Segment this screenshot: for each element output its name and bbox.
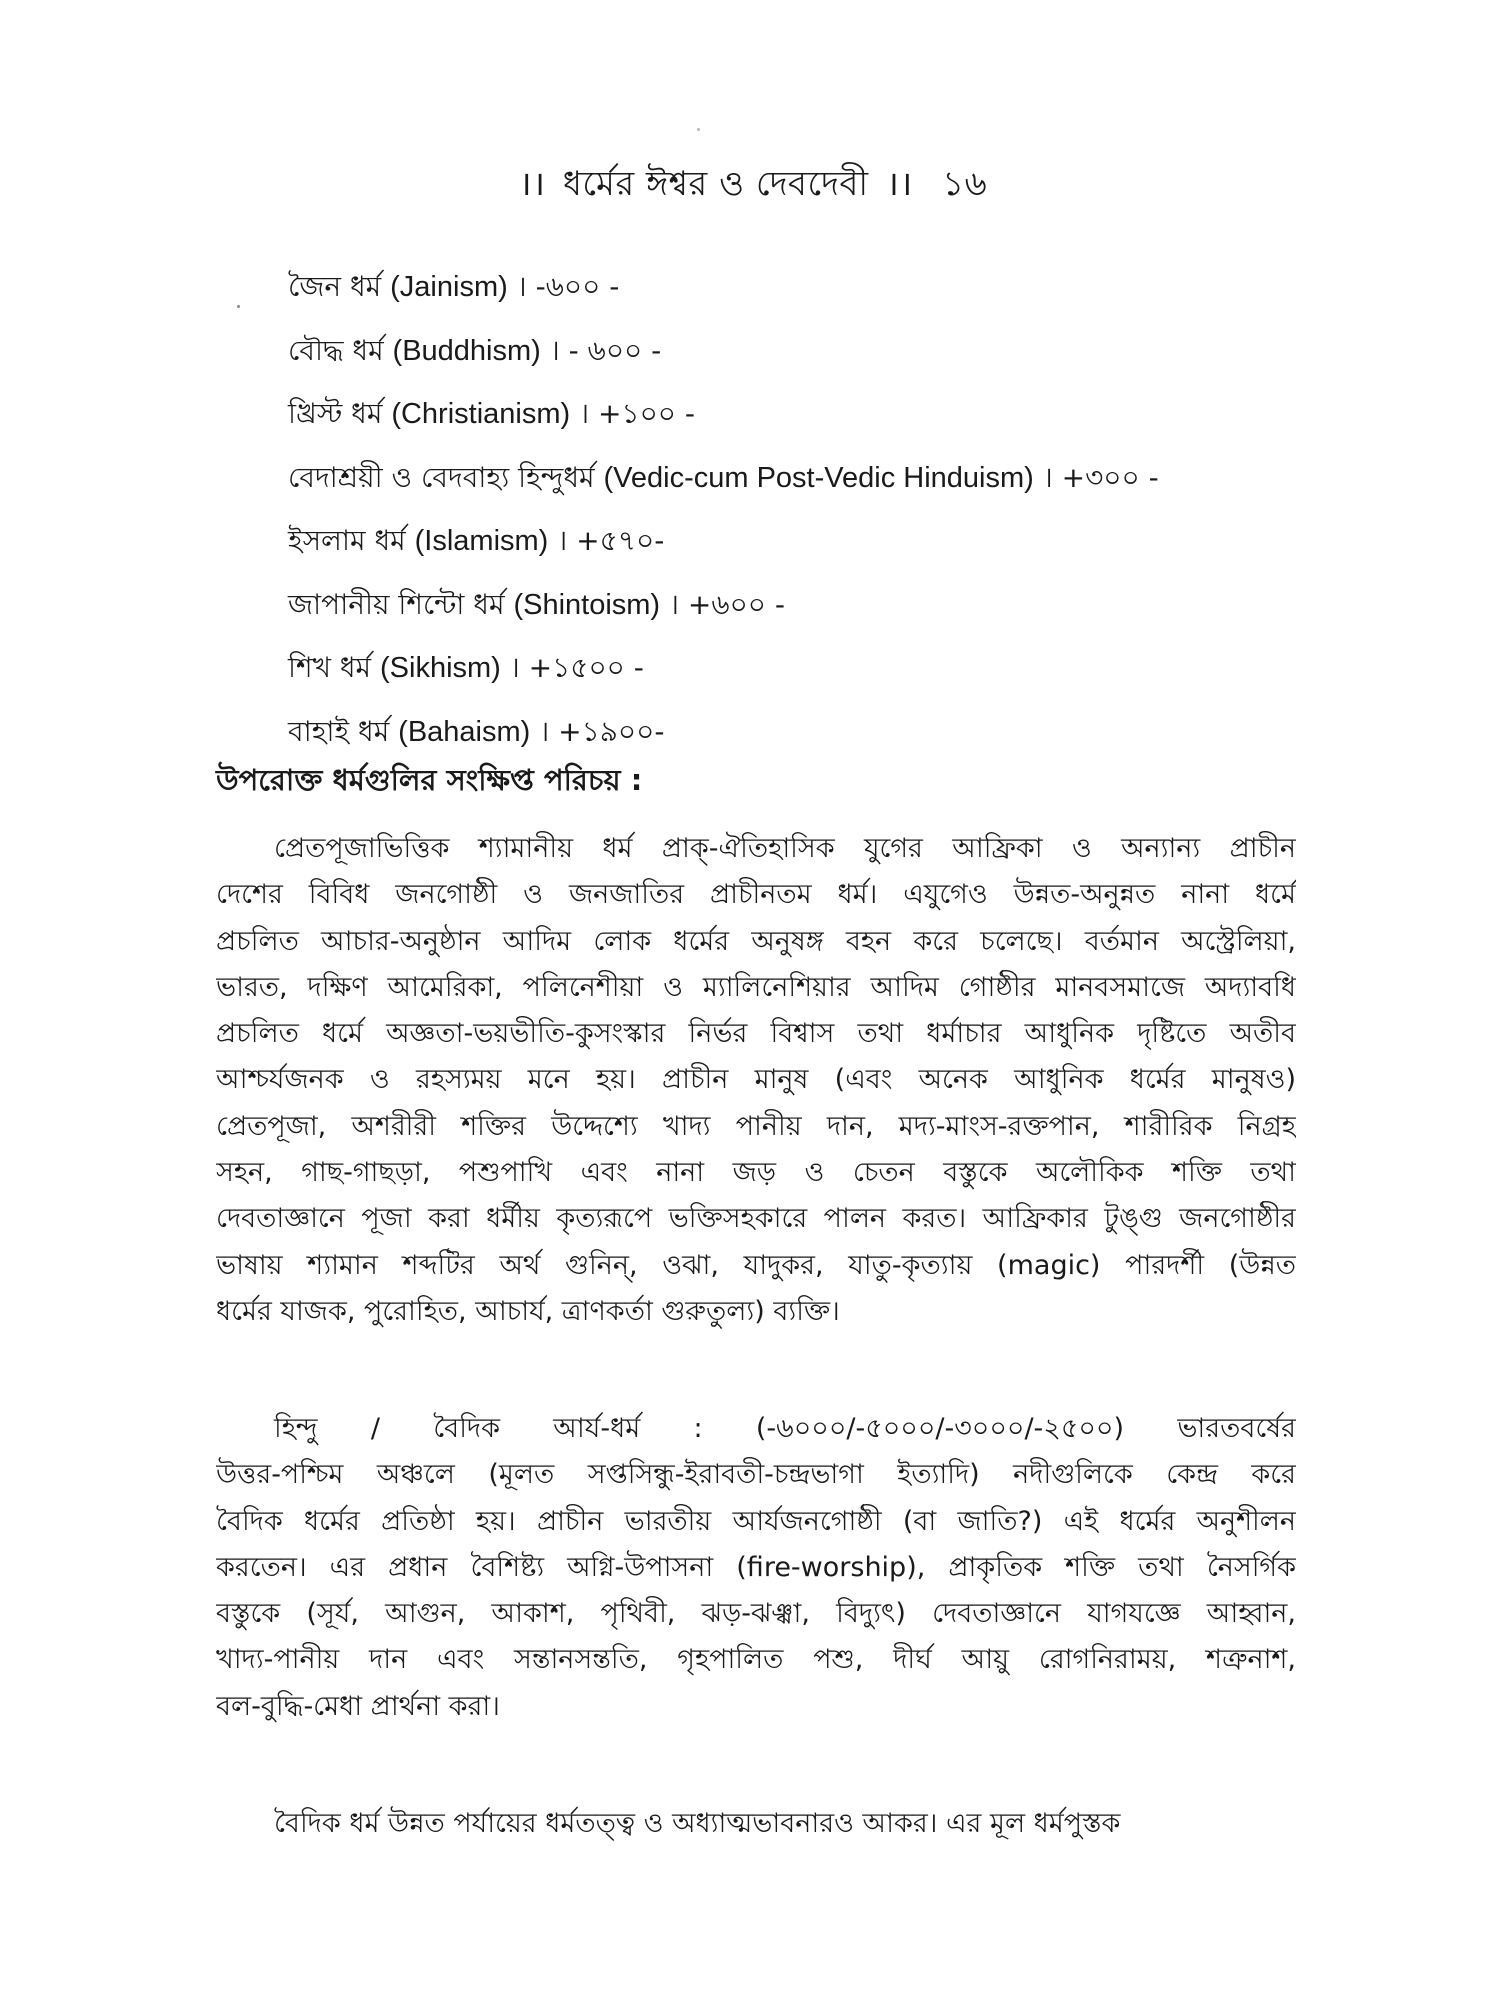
religion-origin-date: । -৬০০ - [516, 270, 620, 303]
paragraph-shamanism [216, 826, 1296, 1335]
religion-list-item [288, 453, 1388, 517]
religion-list-item [288, 643, 1388, 707]
paragraph-vedic-religion [216, 1406, 1296, 1730]
paragraph-line: উত্তর-পশ্চিম অঞ্চলে (মূলত সপ্তসিন্ধু-ইরাবতী-চন্দ্রভাগা ইত্যাদি) নদীগুলিকে কেন্দ্র করে [216, 1459, 1296, 1491]
religion-name-bengali: খ্রিস্ট ধর্ম [288, 397, 383, 430]
paragraph-line: বৈদিক ধর্ম উন্নত পর্যায়ের ধর্মতত্ত্ব ও অধ্যাত্মভাবনারও আকর। এর মূল ধর্মপুস্তক [274, 1808, 1121, 1839]
religion-list-item [288, 326, 1388, 390]
religion-name-english: (Bahaism) [398, 715, 531, 748]
header-right-mark: ।। [885, 164, 913, 204]
religion-name-english: (Christianism) [391, 398, 571, 430]
paragraph-line: করতেন। এর প্রধান বৈশিষ্ট্য অগ্নি-উপাসনা (fire-worship), প্রাকৃতিক শক্তি তথা নৈসর্গিক [216, 1551, 1296, 1583]
religion-origin-date: । - ৬০০ - [549, 333, 662, 367]
religion-name-english: (Vedic-cum Post-Vedic Hinduism) [603, 461, 1034, 494]
religion-name-bengali: বৌদ্ধ ধর্ম [288, 333, 384, 367]
religion-origin-date: । +৫৭০- [557, 524, 665, 557]
religion-name-english: (Jainism) [390, 271, 508, 303]
paragraph-line: দেশের বিবিধ জনগোষ্ঠী ও জনজাতির প্রাচীনতম ধর্ম। এযুগেও উন্নত-অনুন্নত নানা ধর্মে [216, 879, 1296, 911]
page-number: ১৬ [942, 164, 988, 204]
religion-chronology-list [288, 262, 1388, 770]
paragraph-line: সহন, গাছ-গাছড়া, পশুপাখি এবং নানা জড় ও চেতন বস্তুকে অলৌকিক শক্তি তথা [216, 1157, 1296, 1189]
paragraph-line: আশ্চর্যজনক ও রহস্যময় মনে হয়। প্রাচীন মানুষ (এবং অনেক আধুনিক ধর্মের মানুষও) [216, 1064, 1296, 1096]
religion-name-english: (Islamism) [414, 525, 549, 557]
religion-list-item [288, 580, 1388, 644]
header-left-mark: ।। [518, 164, 546, 204]
religion-origin-date: । +৬০০ - [669, 587, 785, 621]
religion-name-bengali: ইসলাম ধর্ম [288, 524, 406, 557]
running-header [0, 158, 1500, 215]
paragraph-line: প্রেতপূজাভিত্তিক শ্যামানীয় ধর্ম প্রাক্-ঐতিহাসিক যুগের আফ্রিকা ও অন্যান্য প্রাচীন [274, 833, 1296, 864]
religion-name-bengali: শিখ ধর্ম [288, 651, 372, 684]
paragraph-line: প্রেতপূজা, অশরীরী শক্তির উদ্দেশ্যে খাদ্য পানীয় দান, মদ্য-মাংস-রক্তপান, শারীরিক নিগ্রহ [216, 1110, 1296, 1142]
paragraph-line: ভারত, দক্ষিণ আমেরিকা, পলিনেশীয়া ও ম্যালিনেশিয়ার আদিম গোষ্ঠীর মানবসমাজে অদ্যাবধি [216, 971, 1296, 1003]
section-heading: উপরোক্ত ধর্মগুলির সংক্ষিপ্ত পরিচয় : [216, 763, 643, 797]
religion-origin-date: । +৩০০ - [1042, 460, 1159, 494]
religion-name-bengali: বাহাই ধর্ম [288, 714, 390, 748]
religion-origin-date: । +১৫০০ - [509, 651, 644, 684]
religion-list-item [288, 389, 1388, 453]
scan-speck [697, 128, 700, 131]
religion-origin-date: । +১০০ - [579, 397, 696, 430]
religion-name-bengali: জাপানীয় শিন্টো ধর্ম [288, 587, 505, 621]
paragraph-line: বল-বুদ্ধি-মেধা প্রার্থনা করা। [216, 1690, 500, 1722]
scan-speck [237, 305, 240, 308]
religion-name-bengali: বেদাশ্রয়ী ও বেদবাহ্য হিন্দুধর্ম [288, 460, 595, 494]
religion-origin-date: । +১৯০০- [539, 714, 665, 748]
religion-name-bengali: জৈন ধর্ম [288, 270, 382, 303]
religion-list-item [288, 262, 1388, 326]
header-title: ধর্মের ঈশ্বর ও দেবদেবী [562, 164, 869, 204]
religion-name-english: (Sikhism) [380, 652, 501, 684]
paragraph-line: বৈদিক ধর্মের প্রতিষ্ঠা হয়। প্রাচীন ভারতীয় আর্যজনগোষ্ঠী (বা জাতি?) এই ধর্মের অনুশীলন [216, 1505, 1296, 1537]
paragraph-line: প্রচলিত ধর্মে অজ্ঞতা-ভয়ভীতি-কুসংস্কার নির্ভর বিশ্বাস তথা ধর্মাচার আধুনিক দৃষ্টিতে অতীব [216, 1018, 1296, 1050]
paragraph-line: ভাষায় শ্যামান শব্দটির অর্থ গুনিন্, ওঝা, যাদুকর, যাতু-কৃত্যায় (magic) পারদর্শী (উন্নত [216, 1249, 1296, 1281]
paragraph-line: হিন্দু / বৈদিক আর্য-ধর্ম : (-৬০০০/-৫০০০/-৩০০০/-২৫০০) ভারতবর্ষের [274, 1413, 1296, 1444]
paragraph-vedic-continued [216, 1801, 1296, 1847]
paragraph-line: প্রচলিত আচার-অনুষ্ঠান আদিম লোক ধর্মের অনুষঙ্গ বহন করে চলেছে। বর্তমান অস্ট্রেলিয়া, [216, 925, 1296, 957]
religion-list-item [288, 516, 1388, 580]
paragraph-line: দেবতাজ্ঞানে পূজা করা ধর্মীয় কৃত্যরূপে ভক্তিসহকারে পালন করত। আফ্রিকার টুঙ্গু জনগোষ্ঠীর [216, 1203, 1296, 1235]
religion-name-english: (Shintoism) [513, 588, 661, 621]
paragraph-line: খাদ্য-পানীয় দান এবং সন্তানসন্ততি, গৃহপালিত পশু, দীর্ঘ আয়ু রোগনিরাময়, শত্রুনাশ, [216, 1644, 1296, 1676]
paragraph-line: ধর্মের যাজক, পুরোহিত, আচার্য, ত্রাণকর্তা গুরুতুল্য) ব্যক্তি। [216, 1295, 840, 1327]
paragraph-line: বস্তুকে (সূর্য, আগুন, আকাশ, পৃথিবী, ঝড়-ঝঞ্ঝা, বিদ্যুৎ) দেবতাজ্ঞানে যাগযজ্ঞে আহ্বান, [216, 1598, 1296, 1630]
religion-name-english: (Buddhism) [392, 334, 541, 367]
